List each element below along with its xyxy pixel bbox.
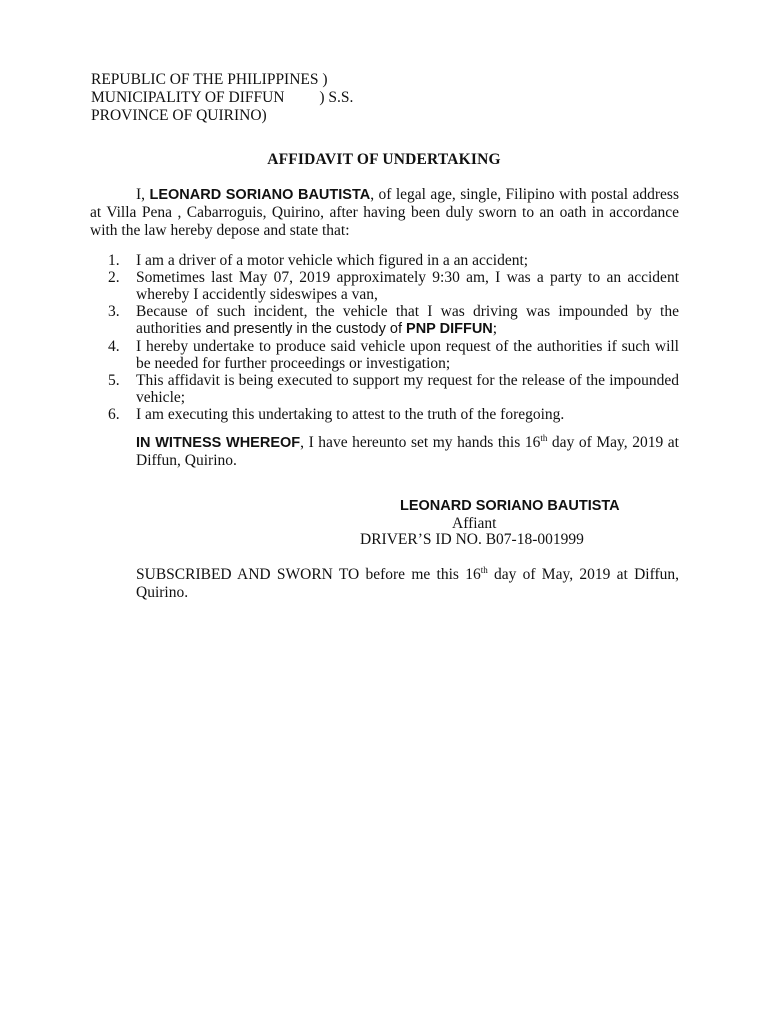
jurat-ordinal: th [480, 564, 488, 575]
item-number: 1. [108, 252, 120, 269]
venue-line-municipality: MUNICIPALITY OF DIFFUN ) S.S. [91, 89, 354, 106]
witness-lead: IN WITNESS WHEREOF [136, 435, 301, 451]
intro-body: , of legal age, single, Filipino with postal address at Villa Pena , Cabarroguis, Quirino, after having been duly sworn to an oath in accordance with the law hereby depose and state that: [90, 186, 679, 239]
venue-header [91, 71, 353, 125]
witness-paragraph [136, 434, 679, 470]
item-text-custody: and presently in the custody of [205, 321, 407, 337]
list-item [90, 303, 679, 338]
item-number: 4. [108, 338, 120, 355]
list-item [90, 406, 679, 423]
signatory-name: LEONARD SORIANO BAUTISTA [400, 498, 620, 514]
item-number: 6. [108, 406, 120, 423]
item-text-end: ; [492, 320, 498, 337]
affiant-name-intro: LEONARD SORIANO BAUTISTA [149, 187, 371, 203]
list-item [90, 269, 679, 303]
item-text: I hereby undertake to produce said vehicle upon request of the authorities if such will be needed for further proceedings or investigation; [136, 338, 679, 372]
item-text: I am executing this undertaking to attest to the truth of the foregoing. [136, 406, 565, 423]
signatory-role: Affiant [452, 515, 497, 532]
drivers-id: DRIVER’S ID NO. B07-18-001999 [360, 531, 584, 548]
item-number: 5. [108, 372, 120, 389]
list-item [90, 372, 679, 406]
jurat-text-end: day of May, 2019 at Diffun, Quirino. [136, 566, 679, 601]
list-item [90, 252, 679, 269]
venue-line-province: PROVINCE OF QUIRINO) [91, 107, 267, 124]
witness-text: , I have hereunto set my hands this 16 [300, 434, 541, 451]
item-text: I am a driver of a motor vehicle which figured in a an accident; [136, 252, 529, 269]
intro-paragraph [90, 186, 679, 240]
statements-list [90, 252, 679, 423]
item-number: 2. [108, 269, 120, 286]
jurat-paragraph [136, 566, 679, 602]
intro-prefix: I, [136, 186, 150, 203]
witness-ordinal: th [540, 432, 548, 443]
list-item [90, 338, 679, 372]
jurat-text: SUBSCRIBED AND SWORN TO before me this 16 [136, 566, 481, 583]
item-text: Sometimes last May 07, 2019 approximately 9:30 am, I was a party to an accident whereby I accidently sideswipes a van, [136, 269, 679, 303]
item-text: This affidavit is being executed to support my request for the release of the impounded vehicle; [136, 372, 679, 406]
item-text-pnp: PNP DIFFUN [406, 321, 493, 337]
witness-text-end: day of May, 2019 at Diffun, Quirino. [136, 434, 679, 469]
item-number: 3. [108, 303, 120, 320]
document-title: AFFIDAVIT OF UNDERTAKING [267, 151, 501, 168]
item-text: Because of such incident, the vehicle that I was driving was impounded by the authorities [136, 303, 679, 337]
venue-line-republic: REPUBLIC OF THE PHILIPPINES ) [91, 71, 328, 88]
